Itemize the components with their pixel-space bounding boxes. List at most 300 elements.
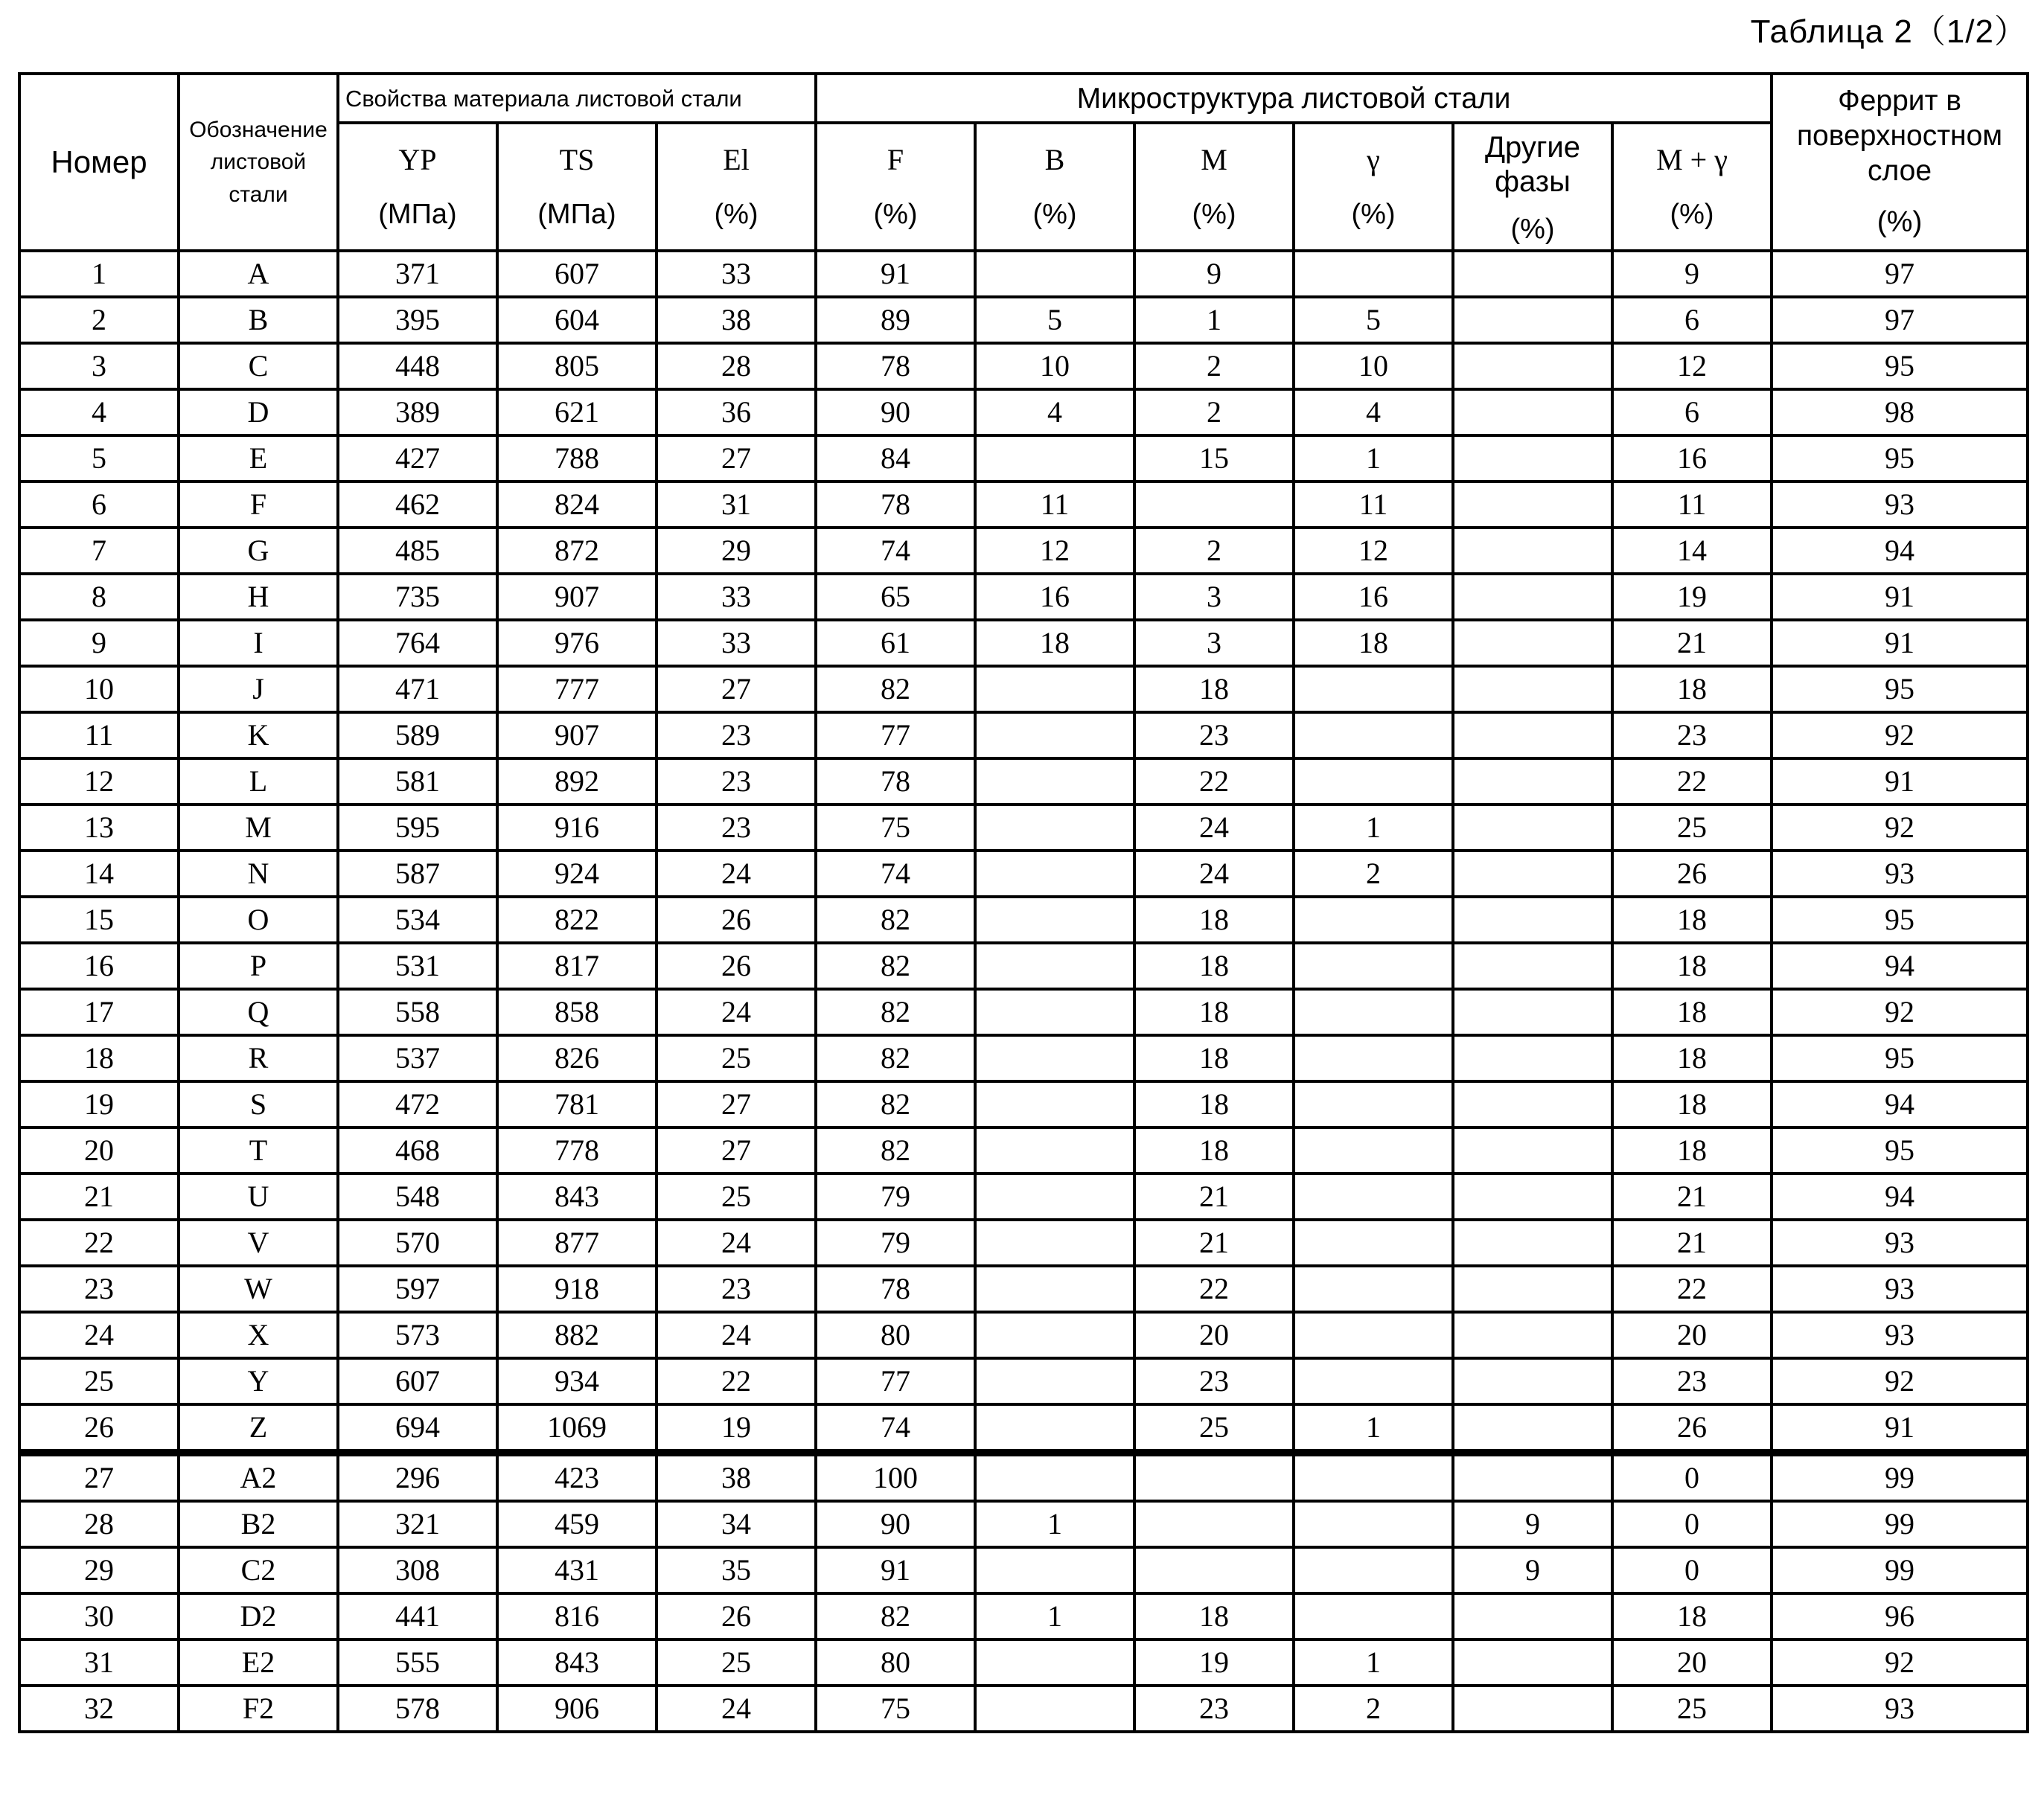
cell-mg: 21 [1612, 620, 1772, 666]
header-gamma-symbol: γ [1367, 143, 1380, 176]
header-microstructure-group: Микроструктура листовой стали [816, 74, 1772, 123]
cell-steel: Q [179, 989, 338, 1035]
table-row [19, 804, 2028, 851]
cell-f: 100 [816, 1453, 975, 1501]
cell-no: 31 [19, 1639, 179, 1686]
cell-mg: 26 [1612, 851, 1772, 897]
cell-mg: 6 [1612, 297, 1772, 343]
cell-el: 23 [657, 712, 816, 758]
cell-mg: 18 [1612, 1593, 1772, 1639]
cell-other [1453, 1404, 1612, 1453]
cell-ferrite: 92 [1772, 1358, 2028, 1404]
cell-g [1294, 1266, 1453, 1312]
cell-f: 82 [816, 1081, 975, 1127]
header-m-plus-gamma-unit: (%) [1670, 199, 1714, 230]
cell-ferrite: 92 [1772, 804, 2028, 851]
cell-no: 32 [19, 1686, 179, 1732]
cell-ts: 843 [497, 1174, 657, 1220]
cell-ferrite: 95 [1772, 435, 2028, 482]
cell-no: 28 [19, 1501, 179, 1547]
cell-no: 2 [19, 297, 179, 343]
cell-yp: 321 [338, 1501, 497, 1547]
cell-no: 16 [19, 943, 179, 989]
cell-ts: 916 [497, 804, 657, 851]
table-row [19, 297, 2028, 343]
cell-no: 29 [19, 1547, 179, 1593]
cell-ferrite: 92 [1772, 989, 2028, 1035]
cell-steel: T [179, 1127, 338, 1174]
cell-m: 9 [1134, 251, 1294, 297]
cell-el: 36 [657, 389, 816, 435]
cell-f: 91 [816, 251, 975, 297]
table-row [19, 435, 2028, 482]
cell-f: 74 [816, 1404, 975, 1453]
header-m-plus-gamma-symbol: M + γ [1656, 143, 1728, 176]
cell-el: 29 [657, 528, 816, 574]
header-m-plus-gamma [1612, 123, 1772, 251]
cell-b [975, 1081, 1134, 1127]
cell-no: 20 [19, 1127, 179, 1174]
cell-g [1294, 1501, 1453, 1547]
cell-other: 9 [1453, 1547, 1612, 1593]
cell-yp: 548 [338, 1174, 497, 1220]
cell-b [975, 1639, 1134, 1686]
cell-f: 74 [816, 851, 975, 897]
cell-other [1453, 1174, 1612, 1220]
cell-ferrite: 97 [1772, 297, 2028, 343]
cell-ferrite: 95 [1772, 343, 2028, 389]
cell-yp: 395 [338, 297, 497, 343]
cell-steel: Z [179, 1404, 338, 1453]
cell-f: 82 [816, 989, 975, 1035]
cell-steel: L [179, 758, 338, 804]
cell-el: 27 [657, 1127, 816, 1174]
cell-other [1453, 1358, 1612, 1404]
header-f-symbol: F [887, 143, 904, 176]
cell-ts: 805 [497, 343, 657, 389]
cell-ferrite: 91 [1772, 1404, 2028, 1453]
cell-no: 27 [19, 1453, 179, 1501]
cell-b [975, 712, 1134, 758]
cell-m: 3 [1134, 620, 1294, 666]
header-yp-symbol: YP [398, 143, 437, 176]
cell-m: 25 [1134, 1404, 1294, 1453]
cell-g [1294, 1593, 1453, 1639]
cell-m: 3 [1134, 574, 1294, 620]
header-m-symbol: M [1201, 143, 1227, 176]
cell-m: 2 [1134, 528, 1294, 574]
table-row [19, 620, 2028, 666]
cell-f: 75 [816, 1686, 975, 1732]
cell-steel: R [179, 1035, 338, 1081]
cell-no: 11 [19, 712, 179, 758]
cell-yp: 531 [338, 943, 497, 989]
cell-g: 2 [1294, 1686, 1453, 1732]
cell-g [1294, 1547, 1453, 1593]
cell-no: 17 [19, 989, 179, 1035]
cell-yp: 448 [338, 343, 497, 389]
cell-mg: 18 [1612, 1035, 1772, 1081]
cell-mg: 23 [1612, 712, 1772, 758]
table-row [19, 343, 2028, 389]
table-body [19, 251, 2028, 1732]
cell-f: 78 [816, 1266, 975, 1312]
cell-no: 24 [19, 1312, 179, 1358]
cell-g [1294, 1220, 1453, 1266]
cell-yp: 597 [338, 1266, 497, 1312]
cell-mg: 21 [1612, 1220, 1772, 1266]
cell-no: 6 [19, 482, 179, 528]
cell-mg: 12 [1612, 343, 1772, 389]
cell-yp: 764 [338, 620, 497, 666]
table-row [19, 712, 2028, 758]
cell-yp: 595 [338, 804, 497, 851]
cell-mg: 0 [1612, 1547, 1772, 1593]
cell-b [975, 1127, 1134, 1174]
cell-g [1294, 943, 1453, 989]
cell-ts: 924 [497, 851, 657, 897]
cell-g [1294, 1174, 1453, 1220]
table-row [19, 758, 2028, 804]
cell-mg: 6 [1612, 389, 1772, 435]
cell-g: 16 [1294, 574, 1453, 620]
cell-yp: 607 [338, 1358, 497, 1404]
cell-yp: 537 [338, 1035, 497, 1081]
table-row [19, 1358, 2028, 1404]
cell-g [1294, 1127, 1453, 1174]
cell-m: 18 [1134, 943, 1294, 989]
cell-steel: E [179, 435, 338, 482]
cell-yp: 427 [338, 435, 497, 482]
cell-no: 21 [19, 1174, 179, 1220]
cell-steel: F2 [179, 1686, 338, 1732]
cell-other [1453, 343, 1612, 389]
header-other-phases-unit: (%) [1510, 214, 1555, 245]
cell-g [1294, 1081, 1453, 1127]
cell-steel: U [179, 1174, 338, 1220]
cell-el: 24 [657, 1686, 816, 1732]
cell-no: 26 [19, 1404, 179, 1453]
cell-m [1134, 1547, 1294, 1593]
header-ts [497, 123, 657, 251]
cell-m: 1 [1134, 297, 1294, 343]
cell-b [975, 1174, 1134, 1220]
cell-b: 5 [975, 297, 1134, 343]
cell-ts: 826 [497, 1035, 657, 1081]
cell-other [1453, 1081, 1612, 1127]
cell-ferrite: 92 [1772, 1639, 2028, 1686]
cell-b: 10 [975, 343, 1134, 389]
cell-yp: 371 [338, 251, 497, 297]
cell-mg: 25 [1612, 804, 1772, 851]
cell-no: 9 [19, 620, 179, 666]
cell-yp: 570 [338, 1220, 497, 1266]
cell-ts: 907 [497, 574, 657, 620]
table-row [19, 1035, 2028, 1081]
cell-other [1453, 1639, 1612, 1686]
cell-f: 84 [816, 435, 975, 482]
cell-ts: 976 [497, 620, 657, 666]
cell-m: 18 [1134, 666, 1294, 712]
cell-f: 82 [816, 1593, 975, 1639]
header-ferrite-surface [1772, 74, 2028, 251]
table-row [19, 1220, 2028, 1266]
cell-b [975, 851, 1134, 897]
header-designation: Обозначение листовой стали [179, 74, 338, 251]
cell-mg: 0 [1612, 1453, 1772, 1501]
cell-steel: J [179, 666, 338, 712]
cell-steel: B2 [179, 1501, 338, 1547]
cell-no: 19 [19, 1081, 179, 1127]
cell-g: 1 [1294, 1639, 1453, 1686]
cell-ferrite: 93 [1772, 482, 2028, 528]
cell-ts: 423 [497, 1453, 657, 1501]
cell-b [975, 1358, 1134, 1404]
cell-mg: 18 [1612, 989, 1772, 1035]
header-b-unit: (%) [1032, 199, 1077, 230]
cell-g: 11 [1294, 482, 1453, 528]
table-row [19, 389, 2028, 435]
cell-ts: 431 [497, 1547, 657, 1593]
cell-ferrite: 95 [1772, 666, 2028, 712]
header-m [1134, 123, 1294, 251]
cell-b [975, 1686, 1134, 1732]
cell-f: 80 [816, 1639, 975, 1686]
cell-el: 25 [657, 1639, 816, 1686]
cell-el: 23 [657, 804, 816, 851]
cell-ts: 858 [497, 989, 657, 1035]
cell-mg: 20 [1612, 1639, 1772, 1686]
cell-ts: 822 [497, 897, 657, 943]
cell-mg: 11 [1612, 482, 1772, 528]
cell-b [975, 1035, 1134, 1081]
cell-ts: 892 [497, 758, 657, 804]
cell-b [975, 989, 1134, 1035]
cell-mg: 26 [1612, 1404, 1772, 1453]
header-other-phases [1453, 123, 1612, 251]
cell-m: 23 [1134, 1358, 1294, 1404]
cell-ts: 604 [497, 297, 657, 343]
cell-steel: O [179, 897, 338, 943]
cell-ts: 607 [497, 251, 657, 297]
cell-ts: 877 [497, 1220, 657, 1266]
cell-no: 15 [19, 897, 179, 943]
cell-f: 80 [816, 1312, 975, 1358]
cell-no: 22 [19, 1220, 179, 1266]
cell-el: 26 [657, 897, 816, 943]
table-row [19, 1593, 2028, 1639]
cell-mg: 25 [1612, 1686, 1772, 1732]
cell-ferrite: 91 [1772, 758, 2028, 804]
cell-el: 24 [657, 851, 816, 897]
cell-other [1453, 435, 1612, 482]
cell-f: 74 [816, 528, 975, 574]
cell-b: 12 [975, 528, 1134, 574]
table-row [19, 1404, 2028, 1453]
cell-other [1453, 758, 1612, 804]
cell-steel: C2 [179, 1547, 338, 1593]
cell-el: 24 [657, 989, 816, 1035]
cell-other [1453, 620, 1612, 666]
cell-steel: N [179, 851, 338, 897]
cell-ferrite: 94 [1772, 528, 2028, 574]
cell-f: 77 [816, 1358, 975, 1404]
header-m-unit: (%) [1192, 199, 1236, 230]
cell-el: 26 [657, 943, 816, 989]
cell-mg: 18 [1612, 666, 1772, 712]
cell-other [1453, 666, 1612, 712]
cell-el: 25 [657, 1035, 816, 1081]
cell-yp: 587 [338, 851, 497, 897]
cell-b: 1 [975, 1593, 1134, 1639]
cell-steel: H [179, 574, 338, 620]
cell-b: 4 [975, 389, 1134, 435]
cell-ferrite: 92 [1772, 712, 2028, 758]
table-caption: Таблица 2（1/2） [1750, 13, 2028, 50]
cell-ts: 843 [497, 1639, 657, 1686]
cell-ts: 824 [497, 482, 657, 528]
cell-yp: 308 [338, 1547, 497, 1593]
cell-no: 3 [19, 343, 179, 389]
cell-steel: Y [179, 1358, 338, 1404]
cell-f: 79 [816, 1174, 975, 1220]
cell-m: 20 [1134, 1312, 1294, 1358]
cell-b [975, 1312, 1134, 1358]
cell-g [1294, 758, 1453, 804]
cell-yp: 573 [338, 1312, 497, 1358]
cell-other [1453, 804, 1612, 851]
cell-other [1453, 943, 1612, 989]
cell-f: 89 [816, 297, 975, 343]
cell-el: 33 [657, 251, 816, 297]
table-row [19, 1547, 2028, 1593]
cell-f: 91 [816, 1547, 975, 1593]
cell-no: 30 [19, 1593, 179, 1639]
header-ferrite-unit: (%) [1877, 205, 1923, 238]
cell-other [1453, 1127, 1612, 1174]
cell-steel: D [179, 389, 338, 435]
cell-ferrite: 93 [1772, 1220, 2028, 1266]
cell-yp: 534 [338, 897, 497, 943]
cell-m: 22 [1134, 1266, 1294, 1312]
cell-other [1453, 851, 1612, 897]
header-ts-unit: (МПа) [537, 199, 616, 230]
cell-el: 23 [657, 1266, 816, 1312]
cell-yp: 578 [338, 1686, 497, 1732]
cell-other [1453, 482, 1612, 528]
header-f [816, 123, 975, 251]
cell-f: 75 [816, 804, 975, 851]
header-properties-group: Свойства материала листовой стали [338, 74, 816, 123]
cell-ts: 788 [497, 435, 657, 482]
cell-m: 21 [1134, 1220, 1294, 1266]
cell-f: 82 [816, 1127, 975, 1174]
table-row [19, 528, 2028, 574]
cell-b [975, 943, 1134, 989]
cell-ferrite: 93 [1772, 851, 2028, 897]
cell-el: 34 [657, 1501, 816, 1547]
cell-mg: 18 [1612, 1081, 1772, 1127]
table-row [19, 482, 2028, 528]
cell-yp: 462 [338, 482, 497, 528]
cell-mg: 21 [1612, 1174, 1772, 1220]
cell-g [1294, 251, 1453, 297]
cell-other [1453, 574, 1612, 620]
cell-yp: 389 [338, 389, 497, 435]
cell-other [1453, 712, 1612, 758]
table-row [19, 1174, 2028, 1220]
cell-el: 38 [657, 1453, 816, 1501]
cell-f: 61 [816, 620, 975, 666]
cell-el: 22 [657, 1358, 816, 1404]
cell-b: 18 [975, 620, 1134, 666]
cell-b [975, 1266, 1134, 1312]
cell-g: 5 [1294, 297, 1453, 343]
cell-yp: 472 [338, 1081, 497, 1127]
cell-el: 28 [657, 343, 816, 389]
cell-el: 38 [657, 297, 816, 343]
cell-steel: K [179, 712, 338, 758]
cell-ts: 816 [497, 1593, 657, 1639]
cell-f: 82 [816, 1035, 975, 1081]
cell-mg: 19 [1612, 574, 1772, 620]
cell-m: 18 [1134, 989, 1294, 1035]
cell-b [975, 1404, 1134, 1453]
cell-g: 18 [1294, 620, 1453, 666]
cell-f: 90 [816, 389, 975, 435]
table-row [19, 1639, 2028, 1686]
cell-steel: I [179, 620, 338, 666]
cell-no: 23 [19, 1266, 179, 1312]
table-row [19, 1501, 2028, 1547]
cell-g: 2 [1294, 851, 1453, 897]
cell-b: 1 [975, 1501, 1134, 1547]
cell-mg: 9 [1612, 251, 1772, 297]
cell-el: 27 [657, 666, 816, 712]
cell-ts: 882 [497, 1312, 657, 1358]
cell-steel: B [179, 297, 338, 343]
cell-g: 12 [1294, 528, 1453, 574]
cell-g [1294, 666, 1453, 712]
cell-steel: A2 [179, 1453, 338, 1501]
cell-m: 19 [1134, 1639, 1294, 1686]
cell-ferrite: 93 [1772, 1686, 2028, 1732]
cell-yp: 441 [338, 1593, 497, 1639]
cell-el: 26 [657, 1593, 816, 1639]
cell-ferrite: 99 [1772, 1501, 2028, 1547]
cell-f: 82 [816, 897, 975, 943]
header-yp-unit: (МПа) [378, 199, 457, 230]
cell-ferrite: 96 [1772, 1593, 2028, 1639]
cell-other [1453, 1220, 1612, 1266]
cell-other [1453, 1266, 1612, 1312]
cell-g: 4 [1294, 389, 1453, 435]
cell-yp: 735 [338, 574, 497, 620]
cell-mg: 23 [1612, 1358, 1772, 1404]
cell-yp: 581 [338, 758, 497, 804]
cell-ts: 459 [497, 1501, 657, 1547]
cell-el: 25 [657, 1174, 816, 1220]
cell-yp: 471 [338, 666, 497, 712]
cell-no: 4 [19, 389, 179, 435]
header-gamma [1294, 123, 1453, 251]
cell-f: 77 [816, 712, 975, 758]
cell-ferrite: 91 [1772, 620, 2028, 666]
cell-m [1134, 1501, 1294, 1547]
cell-mg: 14 [1612, 528, 1772, 574]
cell-ts: 934 [497, 1358, 657, 1404]
cell-other [1453, 251, 1612, 297]
